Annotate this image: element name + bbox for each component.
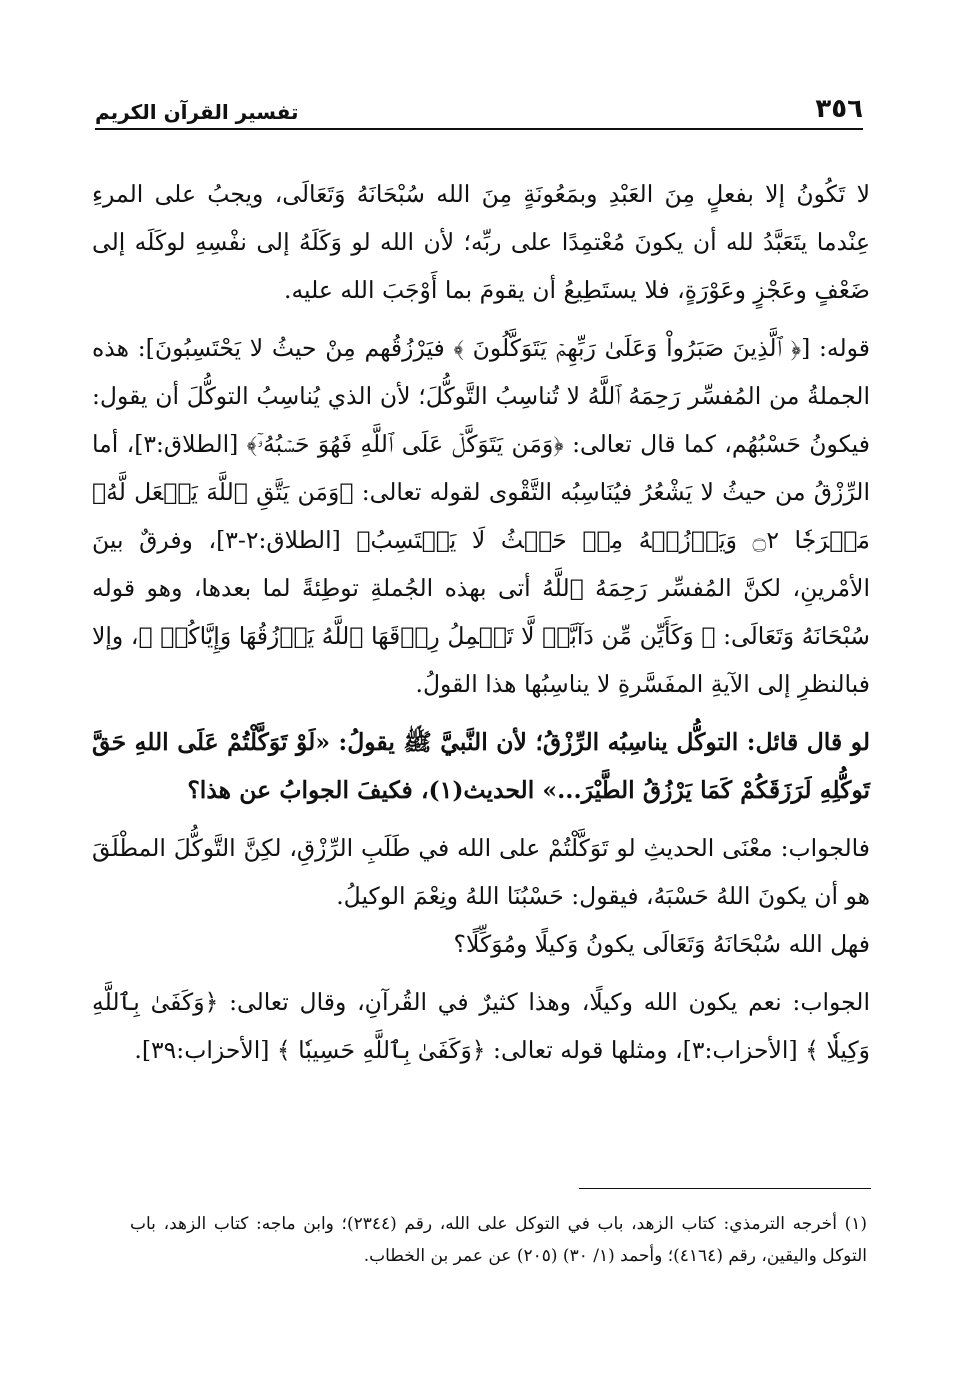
footnote: (١) أخرجه الترمذي: كتاب الزهد، باب في التوكل على الله، رقم (٢٣٤٤)؛ وابن ماجه: كتاب الزهد، باب التوكل واليقين، رقم (٤١٦٤)؛ وأحمد (١/ ٣٠) (٢٠٥) عن عمر بن الخطاب.: [130, 1214, 867, 1266]
main-text: [92, 170, 870, 1074]
paragraph-6: الجواب: نعم يكون الله وكيلًا، وهذا كثيرٌ في القُرآنِ، وقال تعالى: ﴿وَكَفَىٰ بِٱللَّهِ وَكِيلٗا ﴾ [الأحزاب:٣]، ومثلها قوله تعالى: ﴿وَكَفَىٰ بِٱللَّهِ حَسِيبٗا ﴾ [الأحزاب:٣٩].: [92, 988, 870, 1064]
page-number: ٣٥٦: [815, 94, 863, 124]
page-header: [95, 84, 863, 124]
paragraph-2: قوله: [﴿ ٱلَّذِينَ صَبَرُواْ وَعَلَىٰ رَبِّهِمۡ يَتَوَكَّلُونَ ﴾ فيَرْزُقُهم مِنْ حيثُ لا يَحْتَسِبُونَ]: هذه الجملةُ من المُفسِّر رَحِمَهُ ٱللَّهُ لا تُناسِبُ التَّوكُّلَ؛ لأن الذي يُناسِبُ التوكُّلَ أن يقول: فيكونُ حَسْبُهُم، كما قال تعالى: ﴿وَمَن يَتَوَكَّلۡ عَلَى ٱللَّهِ فَهُوَ حَسۡبُهُۥٓ﴾ [الطلاق:٣]، أما الرِّزْقُ من حيثُ لا يَشْعُرُ فيُنَاسِبُه التَّقْوى لقوله تعالى: ﴿وَمَن يَتَّقِ ٱللَّهَ يَجۡعَل لَّهُۥ مَخۡرَجٗا ۝٢ وَيَرۡزُقۡهُ مِنۡ حَيۡثُ لَا يَحۡتَسِبُ﴾ [الطلاق:٢-٣]، وفرقٌ بينَ الأمْرينِ، لكنَّ المُفسِّر رَحِمَهُ ٱللَّهُ أتى بهذه الجُملةِ توطِئةً لما بعدها، وهو قوله سُبْحَانَهُ وَتَعَالَى: ﴿ وَكَأَيِّن مِّن دَآبَّةٖ لَّا تَحۡمِلُ رِزۡقَهَا ٱللَّهُ يَرۡزُقُهَا وَإِيَّاكُمۡ ﴾، وإلا فبالنظرِ إلى الآيةِ المفَسَّرةِ لا يناسِبُها هذا القولُ.: [92, 334, 870, 698]
paragraph-3: لو قال قائل: التوكُّل يناسِبُه الرِّزْقُ؛ لأن النَّبيَّ ﷺ يقولُ: «لَوْ تَوَكَّلْتُمْ عَلَى اللهِ حَقَّ تَوكُّلِهِ لَرَزَقَكُمْ كَمَا يَرْزُقُ الطَّيْرَ...» الحديث(١)، فكيفَ الجوابُ عن هذا؟: [92, 728, 870, 804]
paragraph-1: لا تَكُونُ إلا بفعلٍ مِنَ العَبْدِ وبمَعُونَةٍ مِنَ الله سُبْحَانَهُ وَتَعَالَى، ويجبُ على المرءِ عِنْدما يتَعَبَّدُ لله أن يكونَ مُعْتمِدًا على ربِّه؛ لأن الله لو وَكَلَهُ إلى نفْسِهِ لوكَلَه إلى ضَعْفٍ وعَجْزٍ وعَوْرَةٍ، فلا يستَطِيعُ أن يقومَ بما أَوْجَبَ الله عليه.: [92, 180, 870, 304]
footnote-divider: [579, 1188, 871, 1189]
header-divider: [95, 128, 863, 130]
book-title: تفسير القرآن الكريم: [95, 100, 299, 124]
paragraph-4: فالجواب: معْنَى الحديثِ لو تَوَكَّلْتُمْ على الله في طَلَبِ الرِّزْقِ، لكِنَّ التَّوكُّلَ المطْلَقَ هو أن يكونَ اللهُ حَسْبَهُ، فيقول: حَسْبُنَا اللهُ ونِعْمَ الوكيلُ.: [92, 834, 870, 910]
paragraph-5: فهل الله سُبْحَانَهُ وَتَعَالَى يكونُ وَكيلًا ومُوَكِّلًا؟: [453, 930, 870, 958]
